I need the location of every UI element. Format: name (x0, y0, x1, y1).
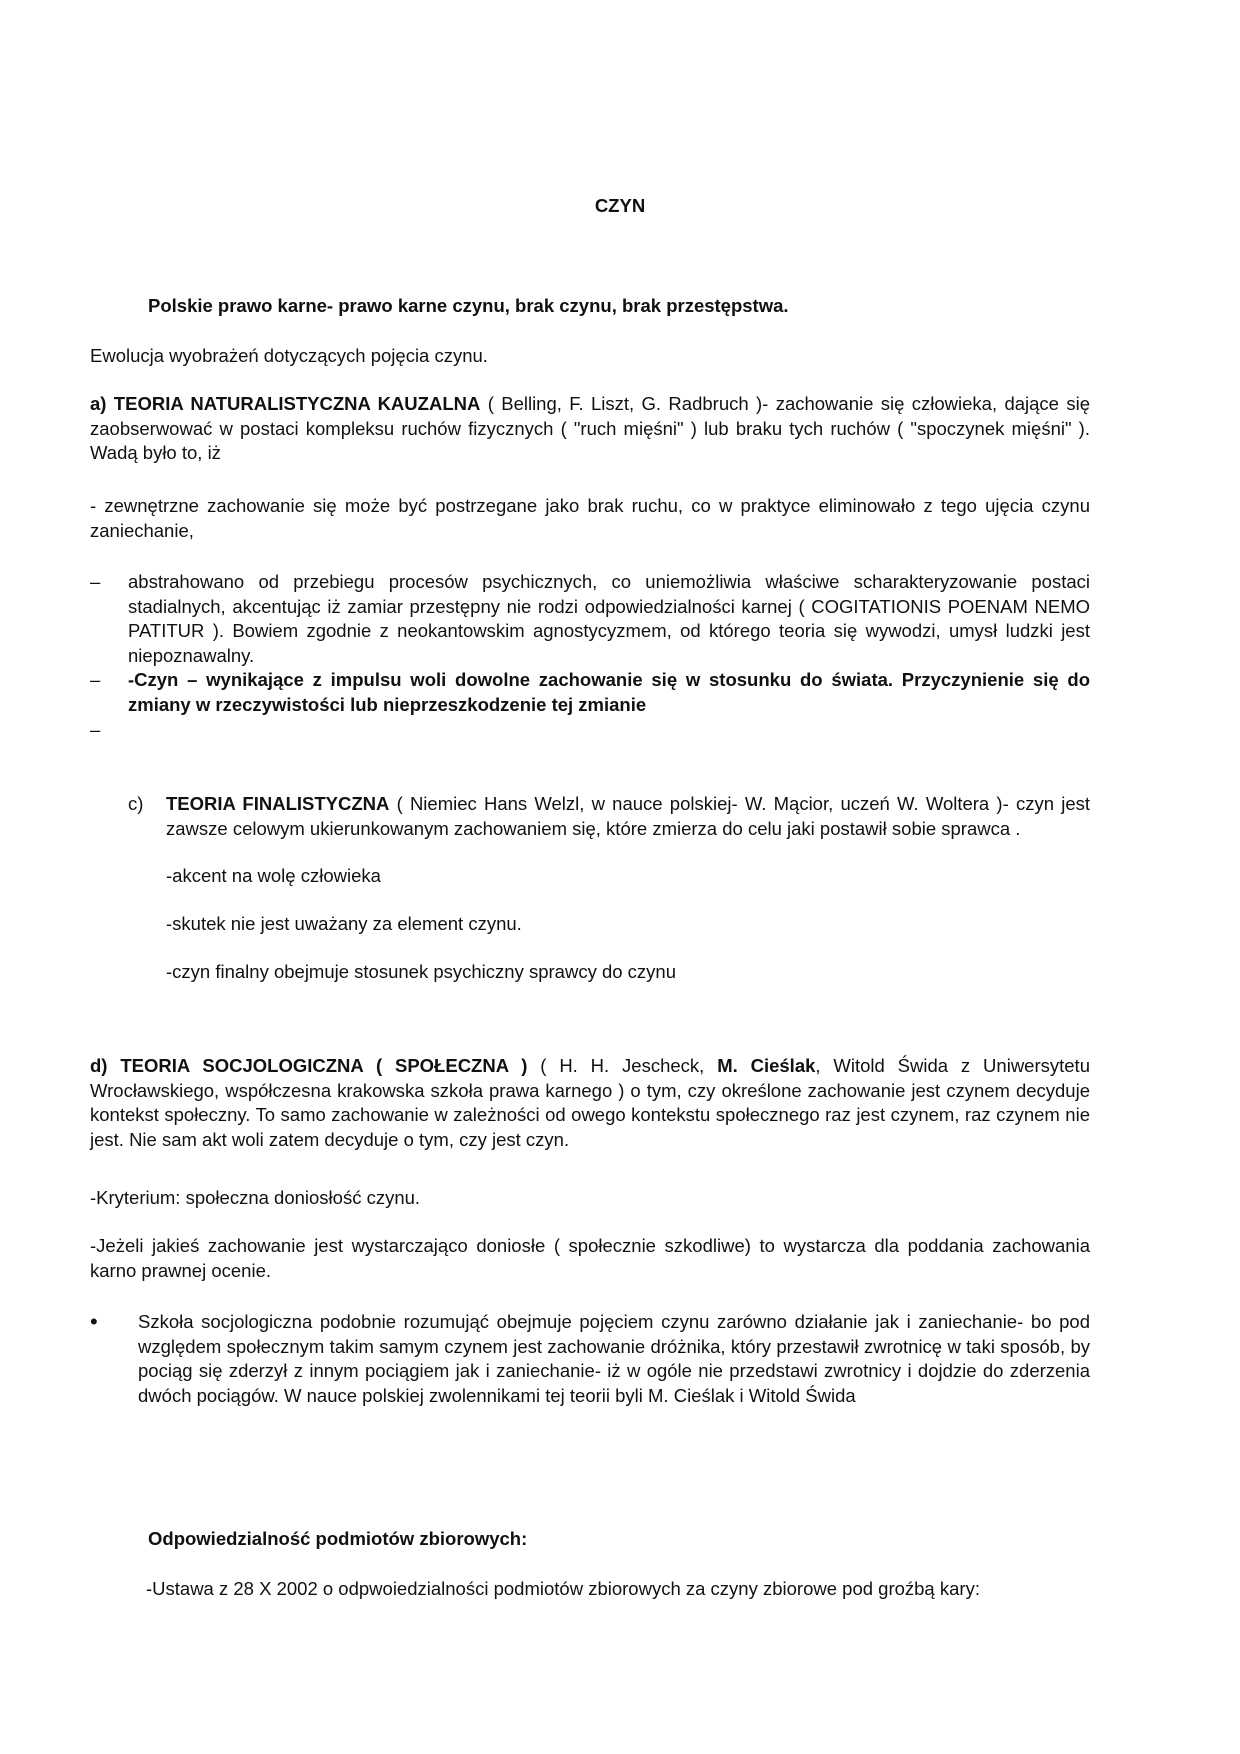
section-c-line-finalny: -czyn finalny obejmuje stosunek psychiczny sprawcy do czynu (166, 961, 677, 982)
section-d-paragraph (90, 1054, 1090, 1152)
section-d-text-1: ( H. H. Jescheck, (527, 1055, 718, 1076)
section-c-line-akcent: -akcent na wolę człowieka (166, 865, 381, 886)
dash-marker: – (90, 669, 101, 690)
document-title: CZYN (594, 195, 646, 216)
section-a-text: ( Belling, F. Liszt, G. Radbruch )- zachowanie się człowieka, dające się zaobserwować w postaci kompleksu ruchów fizycznych ( "ruch mięśni" ) lub braku tych ruchów ( "spoczynek mięśni" ). Wadą było to, iż (90, 393, 1090, 463)
section-d-heading: d) TEORIA SOCJOLOGICZNA ( SPOŁECZNA ) (90, 1055, 528, 1076)
section-c-text: ( Niemiec Hans Welzl, w nauce polskiej- W. Mącior, uczeń W. Woltera )- czyn jest zawsze celowym ukierunkowanym zachowaniem się, które zmierza do celu jaki postawił sobie sprawca . (166, 793, 1090, 839)
section-c-line-skutek: -skutek nie jest uważany za element czynu. (166, 913, 522, 934)
dash-item-abstrahowano: abstrahowano od przebiegu procesów psychicznych, co uniemożliwia właściwe scharakteryzowanie postaci stadialnych, akcentując iż zamiar przestępny nie rodzi odpowiedzialności karnej ( COGITATIONIS POENAM NEMO PATITUR ). Bowiem zgodnie z neokantowskim agnostycyzmem, od którego teoria się wywodzi, umysł ludzki jest niepoznawalny. (128, 571, 1090, 666)
kryterium-line: -Kryterium: społeczna doniosłość czynu. (90, 1187, 421, 1208)
section-d-text-2: , Witold Świda z Uniwersytetu Wrocławskiego, współczesna krakowska szkoła prawa karnego ) o tym, czy określone zachowanie jest czynem decyduje kontekst społeczny. To samo zachowanie w zależności od owego kontekstu społecznego raz jest czynem, raz czynem nie jest. Nie sam akt woli zatem decyduje o tym, czy jest czyn. (90, 1055, 1090, 1150)
evolution-line: Ewolucja wyobrażeń dotyczących pojęcia czynu. (90, 345, 488, 366)
section-d-bold-name: M. Cieślak (717, 1055, 816, 1076)
subtitle: Polskie prawo karne- prawo karne czynu, brak czynu, brak przestępstwa. (148, 295, 789, 316)
external-behaviour-paragraph: - zewnętrzne zachowanie się może być postrzegane jako brak ruchu, co w praktyce eliminowało z tego ujęcia czynu zaniechanie, (90, 495, 1090, 541)
bullet-marker: • (90, 1309, 98, 1334)
odpowiedzialnosc-heading: Odpowiedzialność podmiotów zbiorowych: (148, 1528, 528, 1549)
section-c-heading: TEORIA FINALISTYCZNA (166, 793, 390, 814)
bullet-item-szkola: Szkoła socjologiczna podobnie rozumująć obejmuje pojęciem czynu zarówno działanie jak i zaniechanie- bo pod względem społecznym takim samym czynem jest zachowanie dróżnika, który przestawił zwrotnicę w taki sposób, by pociąg się zderzył z innym pociągiem jak i zaniechanie- iż w ogóle nie przedstawi zwrotnicy i dojdzie do zderzenia dwóch pociągów. W nauce polskiej zwolennikami tej teorii byli M. Cieślak i Witold Świda (138, 1311, 1090, 1406)
section-c-label: c) (128, 793, 144, 814)
dash-item-czyn-definition: -Czyn – wynikające z impulsu woli dowolne zachowanie się w stosunku do świata. Przyczynienie się do zmiany w rzeczywistości lub nieprzeszkodzenie tej zmianie (128, 669, 1090, 715)
section-a-heading: a) TEORIA NATURALISTYCZNA KAUZALNA (90, 393, 481, 414)
dash-marker: – (90, 719, 101, 740)
jezeli-paragraph: -Jeżeli jakieś zachowanie jest wystarczająco doniosłe ( społecznie szkodliwe) to wystarcza dla poddania zachowania karno prawnej ocenie. (90, 1235, 1090, 1281)
section-c-paragraph (166, 792, 1090, 841)
section-a-paragraph (90, 392, 1090, 466)
dash-marker: – (90, 571, 101, 592)
ustawa-line: -Ustawa z 28 X 2002 o odpwoiedzialności podmiotów zbiorowych za czyny zbiorowe pod groźbą kary: (146, 1578, 980, 1599)
